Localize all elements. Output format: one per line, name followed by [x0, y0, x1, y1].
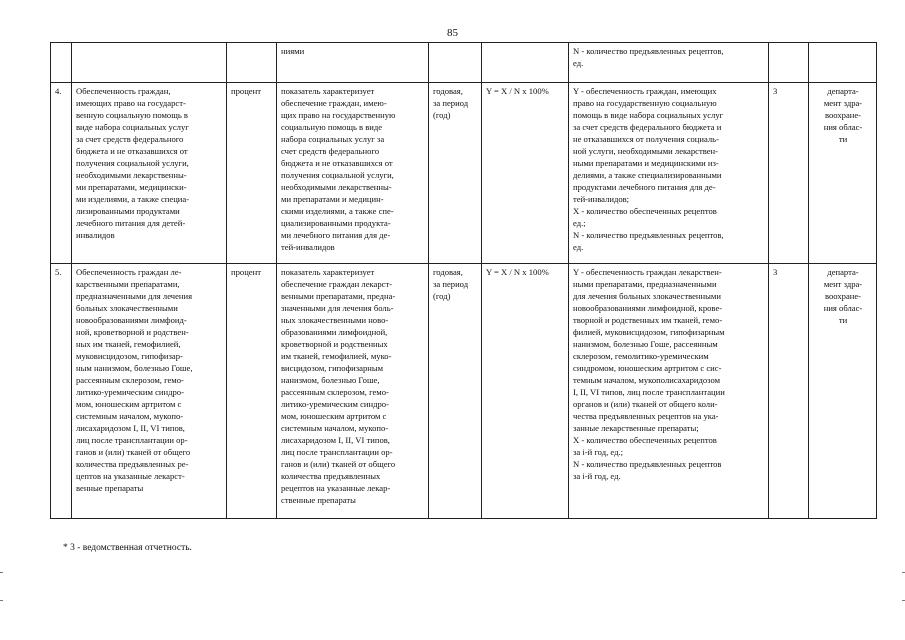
cell-period: годовая, за период (год)	[429, 264, 482, 519]
cell-definitions: N - количество предъявленных рецептов, ед.	[569, 43, 769, 83]
cell-indicator	[72, 43, 227, 83]
cell-num	[51, 43, 72, 83]
cell-description: показатель характеризует обеспечение граждан, имею- щих право на государственную социальную помощь в виде набора социальных услуг за счет средств федерального бюджета и не отказавшихся от получения социальной услуги, необходимыми лекарственны- ми препаратами и медицин- скими изделиями, а также спе- циализированными продукта- ми лечебного питания для де- тей-инвалидов	[277, 83, 429, 264]
cell-definitions: Y - обеспеченность граждан лекарствен- ными препаратами, предназначенными для лечения больных злокачественными новообразованиями лимфоидной, крове- творной и родственных им тканей, гемо- филией, муковисцидозом, гипофизарным нанизмом, болезнью Гоше, рассеянным склерозом, гемолитико-уремическим синдромом, юношеским артритом с сис- темным началом, мукополисахаридозом I, II, VI типов, лиц после трансплантации органов и (или) тканей от общего коли- чества предъявленных рецептов на ука- занные лекарственные препараты; X - количество обеспеченных рецептов за i-й год, ед.; N - количество предъявленных рецептов за i-й год, ед.	[569, 264, 769, 519]
cell-num: 5.	[51, 264, 72, 519]
scan-edge-mark	[0, 572, 3, 573]
cell-source: 3	[769, 264, 809, 519]
footnote: * 3 - ведомственная отчетность.	[63, 543, 192, 553]
cell-num: 4.	[51, 83, 72, 264]
cell-definitions: Y - обеспеченность граждан, имеющих право на государственную социальную помощь в виде набора социальных услуг за счет средств федерального бюджета и не отказавшихся от получения социаль- ной услуги, необходимыми лекарствен- ными препаратами и медицинскими из- делиями, а также специализированными продуктами лечебного питания для де- тей-инвалидов; X - количество обеспеченных рецептов ед.; N - количество предъявленных рецептов, ед.	[569, 83, 769, 264]
cell-responsible: департа- мент здра- воохране- ния облас- ти	[809, 264, 877, 519]
cell-indicator: Обеспеченность граждан ле- карственными препаратами, предназначенными для лечения больных злокачественными новообразованиями лимфоид- ной, кроветворной и родствен- ных им тканей, гемофилией, муковисцидозом, гипофизар- ным нанизмом, болезнью Гоше, рассеянным склерозом, гемо- литико-уремическим синдро- мом, юношеским артритом с системным началом, мукопо- лисахаридозом I, II, VI типов, лиц после трансплантации ор- ганов и (или) тканей от общего количества предъявленных ре- цептов на указанные лекарст- венные препараты	[72, 264, 227, 519]
cell-description: показатель характеризует обеспечение граждан лекарст- венными препаратами, предна- значенными для лечения боль- ных злокачественными ново- образованиями лимфоидной, кроветворной и родственных им тканей, гемофилией, муко- висцидозом, гипофизарным нанизмом, болезнью Гоше, рассеянным склерозом, гемо- литико-уремическим синдро- мом, юношеским артритом с системным началом, мукопо- лисахаридозом I, II, VI типов, лиц после трансплантации ор- ганов и (или) тканей от общего количества предъявленных рецептов на указанные лекар- ственные препараты	[277, 264, 429, 519]
cell-unit	[227, 43, 277, 83]
table-row	[51, 83, 877, 264]
cell-unit: процент	[227, 264, 277, 519]
scan-edge-mark	[0, 600, 3, 601]
page-number: 85	[447, 27, 458, 39]
cell-source: 3	[769, 83, 809, 264]
cell-formula	[482, 43, 569, 83]
cell-source	[769, 43, 809, 83]
cell-period: годовая, за период (год)	[429, 83, 482, 264]
cell-formula: Y = X / N x 100%	[482, 264, 569, 519]
cell-period	[429, 43, 482, 83]
cell-indicator: Обеспеченность граждан, имеющих право на государст- венную социальную помощь в виде набора социальных услуг за счет средств федерального бюджета и не отказавшихся от получения социальной услуги, необходимыми лекарственны- ми препаратами, медицински- ми изделиями, а также специа- лизированными продуктами лечебного питания для детей- инвалидов	[72, 83, 227, 264]
indicators-table	[50, 42, 877, 519]
cell-responsible: департа- мент здра- воохране- ния облас- ти	[809, 83, 877, 264]
cell-unit: процент	[227, 83, 277, 264]
table-row-continued	[51, 43, 877, 83]
cell-formula: Y = X / N x 100%	[482, 83, 569, 264]
cell-description: ниями	[277, 43, 429, 83]
cell-responsible	[809, 43, 877, 83]
table-row	[51, 264, 877, 519]
